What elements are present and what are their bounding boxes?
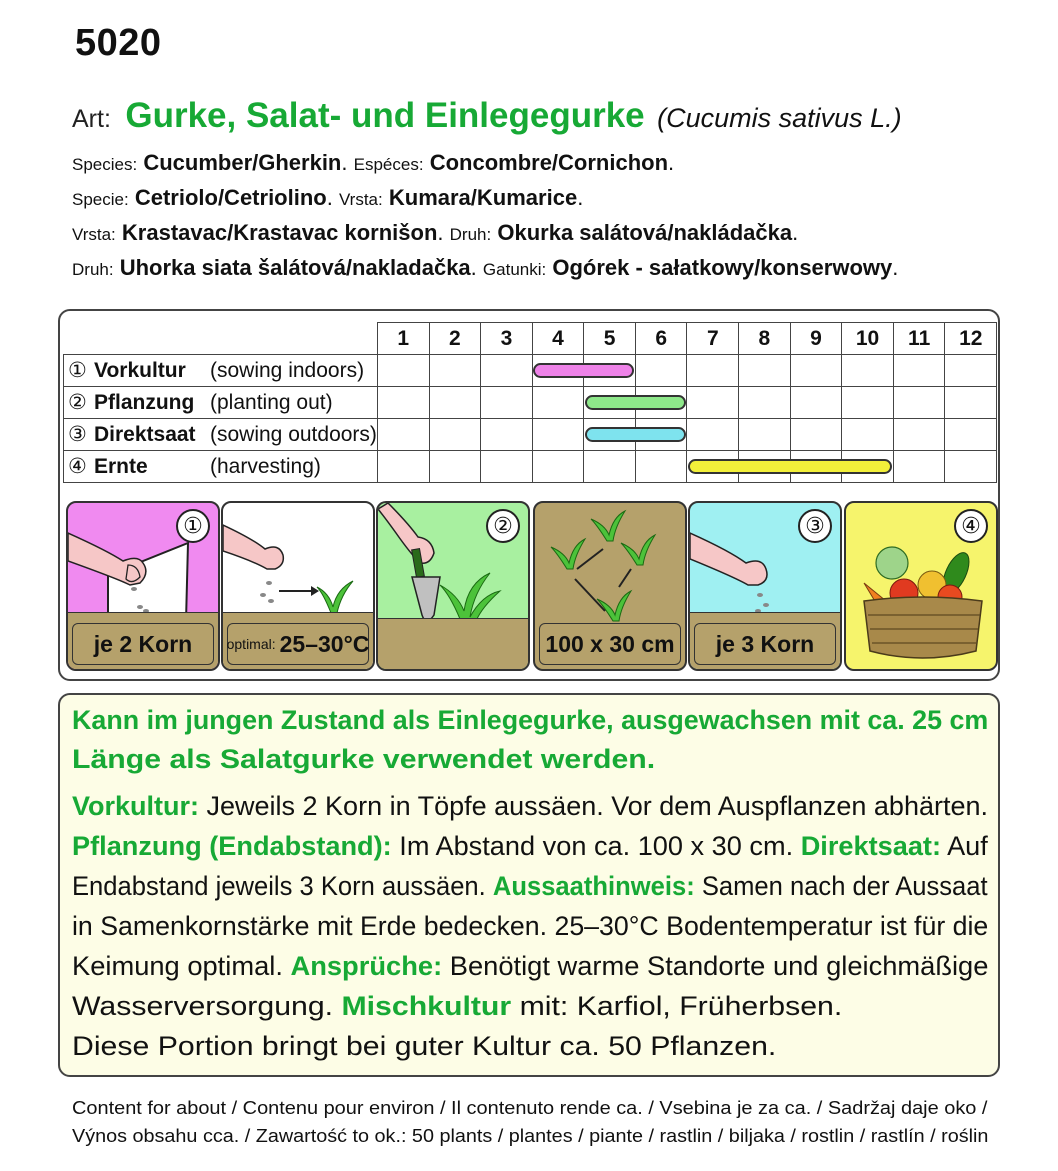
cell	[945, 387, 997, 419]
calendar-row-vorkultur	[64, 355, 997, 387]
species-value: Cetriolo/Cetriolino	[134, 185, 327, 210]
aussaat-label: Aussaathinweis:	[492, 871, 695, 901]
period-bar-direktsaat	[585, 427, 686, 442]
cell	[687, 387, 739, 419]
calendar-corner	[64, 323, 378, 355]
caption-prefix: optimal:	[226, 636, 276, 652]
step-number-badge: ④	[954, 509, 988, 543]
panel-caption	[539, 623, 681, 665]
species-end: .	[577, 185, 584, 210]
period-bar-ernte	[688, 459, 892, 474]
row-label	[64, 451, 378, 483]
row-subtitle: (sowing indoors)	[210, 359, 365, 382]
cell	[790, 355, 842, 387]
row-title: Ernte	[94, 455, 148, 478]
cell	[377, 419, 429, 451]
caption-text: 25–30°C	[279, 630, 370, 657]
species-end: .	[437, 220, 444, 245]
cell	[842, 419, 894, 451]
species-key: Species:	[72, 155, 138, 174]
cell	[377, 355, 429, 387]
row-subtitle: (harvesting)	[210, 455, 321, 478]
aussaat-text-cont: Keimung optimal.	[72, 951, 291, 981]
art-latin-name: (Cucumis sativus L.)	[657, 103, 902, 133]
vorkultur-label: Vorkultur:	[72, 791, 199, 821]
species-end: .	[892, 255, 899, 280]
month-11: 11	[893, 323, 945, 355]
row-number: ③	[68, 423, 87, 446]
cell	[429, 419, 481, 451]
species-end: .	[668, 150, 675, 175]
row-number: ②	[68, 391, 87, 414]
step-number-badge: ③	[798, 509, 832, 543]
cell	[429, 451, 481, 483]
caption-text: je 3 Korn	[715, 630, 815, 657]
month-4: 4	[532, 323, 584, 355]
species-line-3	[72, 220, 798, 246]
cell	[532, 387, 584, 419]
species-end: .	[792, 220, 799, 245]
species-value: Ogórek - sałatkowy/konserwowy	[552, 255, 893, 280]
row-label	[64, 419, 378, 451]
species-key: Vrsta:	[338, 190, 383, 209]
month-7: 7	[687, 323, 739, 355]
vorkultur-text: Jeweils 2 Korn in Töpfe aussäen. Vor dem Auspflanzen abhärten.	[199, 791, 988, 821]
cell	[635, 451, 687, 483]
panel-harvesting	[844, 501, 998, 671]
row-subtitle: (sowing outdoors)	[210, 423, 377, 446]
species-value: Okurka salátová/nakládačka	[497, 220, 793, 245]
pflanzung-label: Pflanzung (Endabstand):	[72, 831, 392, 861]
species-key: Gatunki:	[482, 260, 547, 279]
info-line-samenkorn: in Samenkornstärke mit Erde bedecken. 25–30°C Bodentemperatur ist für die	[72, 911, 989, 941]
month-2: 2	[429, 323, 481, 355]
species-line-4	[72, 255, 898, 281]
info-line-vorkultur	[72, 791, 988, 822]
info-line-wasser	[72, 991, 842, 1022]
species-value: Uhorka siata šalátová/nakladačka	[119, 255, 471, 280]
info-lead-line-2: Länge als Salatgurke verwendet werden.	[72, 744, 656, 774]
calendar-row-direktsaat	[64, 419, 997, 451]
step-number-badge: ①	[176, 509, 210, 543]
panel-planting-out	[376, 501, 530, 671]
species-key: Espéces:	[353, 155, 424, 174]
row-label	[64, 387, 378, 419]
species-end: .	[470, 255, 477, 280]
ansprueche-text-cont: Wasserversorgung.	[72, 991, 342, 1021]
article-number: 5020	[75, 22, 162, 64]
cell	[893, 419, 945, 451]
cell	[842, 387, 894, 419]
species-value: Kumara/Kumarice	[388, 185, 578, 210]
species-end: .	[341, 150, 348, 175]
cell	[739, 355, 791, 387]
cell	[377, 387, 429, 419]
cell	[687, 355, 739, 387]
month-1: 1	[377, 323, 429, 355]
period-bar-pflanzung	[585, 395, 686, 410]
ansprueche-label: Ansprüche:	[290, 951, 443, 981]
panel-sowing-outdoors	[688, 501, 842, 671]
month-12: 12	[945, 323, 997, 355]
cell	[481, 451, 533, 483]
cell	[945, 451, 997, 483]
cell	[481, 419, 533, 451]
month-3: 3	[481, 323, 533, 355]
row-title: Vorkultur	[94, 359, 186, 382]
cell	[945, 419, 997, 451]
panel-plant-spacing	[533, 501, 687, 671]
direktsaat-text-cont: Endabstand jeweils 3 Korn aussäen.	[72, 871, 493, 901]
cell	[481, 355, 533, 387]
mischkultur-text: mit: Karfiol, Früherbsen.	[511, 991, 843, 1021]
footer-line-1: Content for about / Contenu pour environ / Il contenuto rende ca. / Vsebina je za ca. / Sadržaj daje oko /	[72, 1098, 988, 1118]
cell	[429, 355, 481, 387]
row-number: ①	[68, 359, 87, 382]
panel-caption	[227, 623, 369, 665]
panel-caption	[694, 623, 836, 665]
species-key: Vrsta:	[72, 225, 116, 244]
mischkultur-label: Mischkultur	[341, 991, 512, 1021]
direktsaat-text: Auf	[941, 831, 988, 861]
caption-text: je 2 Korn	[93, 630, 193, 657]
row-title: Direktsaat	[94, 423, 196, 446]
cell	[842, 355, 894, 387]
species-line-2	[72, 185, 583, 211]
species-end: .	[326, 185, 333, 210]
panel-caption	[72, 623, 214, 665]
direktsaat-label: Direktsaat:	[800, 831, 942, 861]
panel-germination-temperature	[221, 501, 375, 671]
cell	[893, 387, 945, 419]
cell	[893, 355, 945, 387]
pflanzung-text: Im Abstand von ca. 100 x 30 cm.	[391, 831, 801, 861]
species-key: Druh:	[72, 260, 114, 279]
species-key: Druh:	[449, 225, 492, 244]
panel-sowing-indoors	[66, 501, 220, 671]
step-number-badge: ②	[486, 509, 520, 543]
cell	[429, 387, 481, 419]
species-key: Specie:	[72, 190, 129, 209]
cell	[532, 419, 584, 451]
cell	[790, 387, 842, 419]
info-line-pflanzung	[72, 831, 988, 862]
cell	[532, 451, 584, 483]
cell	[893, 451, 945, 483]
cell	[481, 387, 533, 419]
period-bar-vorkultur	[533, 363, 634, 378]
row-subtitle: (planting out)	[210, 391, 333, 414]
species-value: Krastavac/Krastavac kornišon	[121, 220, 438, 245]
footer-line-2: Výnos obsahu cca. / Zawartość to ok.: 50 plants / plantes / piante / rastlin / biljaka / rostlin / rastlín / roślin	[72, 1126, 989, 1146]
info-line-portion: Diese Portion bringt bei guter Kultur ca. 50 Pflanzen.	[72, 1031, 777, 1061]
species-value: Concombre/Cornichon	[429, 150, 669, 175]
cell	[739, 387, 791, 419]
aussaat-text: Samen nach der Aussaat	[694, 871, 988, 901]
art-name: Gurke, Salat- und Einlegegurke	[125, 96, 645, 135]
info-lead-line-1: Kann im jungen Zustand als Einlegegurke, ausgewachsen mit ca. 25 cm	[72, 705, 989, 735]
cell	[687, 419, 739, 451]
row-label	[64, 355, 378, 387]
ansprueche-text: Benötigt warme Standorte und gleichmäßige	[442, 951, 989, 981]
cell	[635, 355, 687, 387]
month-6: 6	[635, 323, 687, 355]
caption-text: 100 x 30 cm	[545, 630, 675, 657]
month-8: 8	[739, 323, 791, 355]
art-line	[72, 96, 902, 136]
info-line-keimung	[72, 951, 988, 982]
cell	[584, 451, 636, 483]
month-9: 9	[790, 323, 842, 355]
calendar-row-pflanzung	[64, 387, 997, 419]
cell	[739, 419, 791, 451]
row-number: ④	[68, 455, 87, 478]
month-5: 5	[584, 323, 636, 355]
month-10: 10	[842, 323, 894, 355]
calendar-header-row	[64, 323, 997, 355]
row-title: Pflanzung	[94, 391, 195, 414]
art-label: Art:	[72, 105, 111, 133]
cell	[790, 419, 842, 451]
soil	[378, 618, 528, 669]
info-line-endabstand	[72, 871, 988, 902]
cell	[945, 355, 997, 387]
species-value: Cucumber/Gherkin	[143, 150, 342, 175]
species-line-1	[72, 150, 674, 176]
cell	[377, 451, 429, 483]
